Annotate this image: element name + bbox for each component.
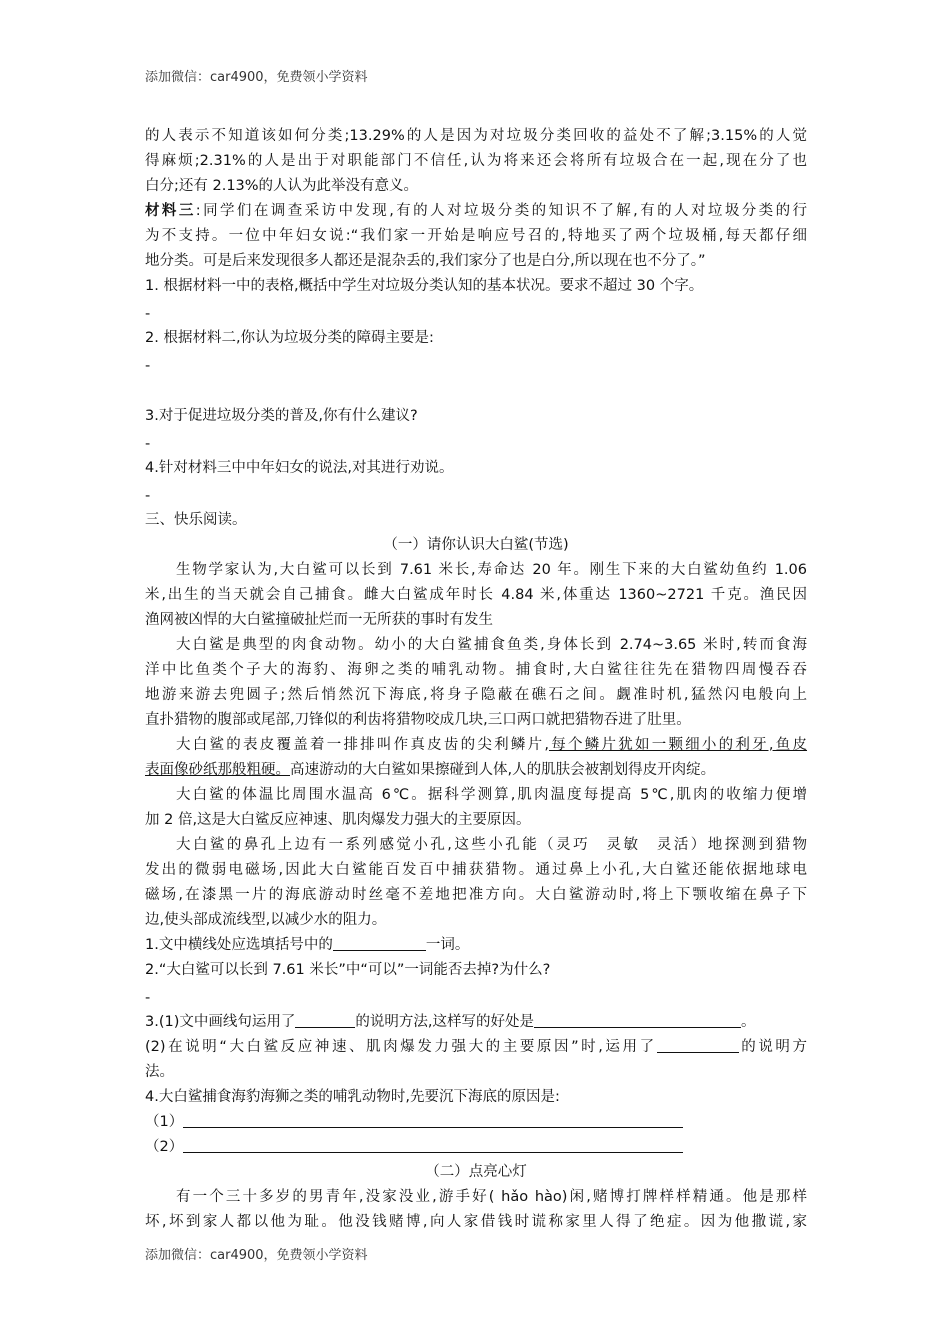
intro-line: 得麻烦;2.31%的人是出于对职能部门不信任,认为将来还会将所有垃圾合在一起,现在分了也	[145, 153, 807, 169]
question-1: 1. 根据材料一中的表格,概括中学生对垃圾分类认知的基本状况。要求不超过 30 个字。	[145, 278, 704, 294]
answer-blank[interactable]	[333, 935, 426, 951]
material3-label: 材料三	[145, 203, 196, 219]
answer-dash: -	[145, 358, 151, 374]
underlined-sentence: 表面像砂纸那般粗硬。	[145, 762, 290, 778]
passage-line: 米,出生的当天就会自己捕食。雌大白鲨成年时长 4.84 米,体重达 1360~2721 千克。渔民因	[145, 587, 807, 603]
passage-line: 洋中比鱼类个子大的海豹、海卵之类的哺乳动物。捕食时,大白鲨往往先在猎物四周慢吞吞	[145, 662, 807, 678]
answer-blank[interactable]	[183, 1112, 683, 1128]
question-line: 法。	[145, 1064, 174, 1080]
passage-line: 大白鲨的体温比周围水温高 6℃。据科学测算,肌肉温度每提高 5℃,肌肉的收缩力便增	[176, 787, 807, 803]
section-title: 三、快乐阅读。	[145, 512, 247, 528]
question-4: 4.针对材料三中中年妇女的说法,对其进行劝说。	[145, 460, 454, 476]
question-line: 4.大白鲨捕食海豹海狮之类的哺乳动物时,先要沉下海底的原因是:	[145, 1089, 560, 1105]
document-body	[145, 124, 807, 1235]
intro-line: 白分;还有 2.13%的人认为此举没有意义。	[145, 178, 419, 194]
passage-line: 生物学家认为,大白鲨可以长到 7.61 米长,寿命达 20 年。刚生下来的大白鲨幼鱼约 1.06	[176, 562, 807, 578]
page-header: 添加微信：car4900，免费领小学资料	[145, 70, 368, 85]
passage-line: 表面像砂纸那般粗硬。高速游动的大白鲨如果擦碰到人体,人的肌肤会被割划得皮开肉绽。	[145, 762, 716, 778]
answer-blank[interactable]	[183, 1137, 683, 1153]
answer-blank[interactable]	[534, 1012, 741, 1028]
material3-line: 为不支持。一位中年妇女说:“我们家一开始是响应号召的,特地买了两个垃圾桶,每天都仔细	[145, 228, 807, 244]
passage2-title: （二）点亮心灯	[425, 1164, 527, 1180]
answer-dash: -	[145, 436, 151, 452]
page-footer: 添加微信：car4900，免费领小学资料	[145, 1248, 368, 1263]
question-2: 2. 根据材料二,你认为垃圾分类的障碍主要是:	[145, 330, 434, 346]
answer-dash: -	[145, 488, 151, 504]
material3-line: 地分类。可是后来发现很多人都还是混杂丢的,我们家分了也是白分,所以现在也不分了。”	[145, 253, 706, 269]
passage-line: 加 2 倍,这是大白鲨反应神速、肌肉爆发力强大的主要原因。	[145, 812, 531, 828]
answer-line: （1）	[145, 1110, 807, 1135]
question-line: 2.“大白鲨可以长到 7.61 米长”中“可以”一词能否去掉?为什么?	[145, 962, 551, 978]
passage-line: 渔网被凶悍的大白鲨撞破扯烂而一无所获的事时有发生	[145, 612, 493, 628]
question-line: 1.文中横线处应选填括号中的 一词。	[145, 937, 470, 953]
intro-line: 的人表示不知道该如何分类;13.29%的人是因为对垃圾分类回收的益处不了解;3.15%的人觉	[145, 128, 807, 144]
answer-blank[interactable]	[295, 1012, 355, 1028]
question-3: 3.对于促进垃圾分类的普及,你有什么建议?	[145, 408, 418, 424]
material3-line: 材料三:同学们在调查采访中发现,有的人对垃圾分类的知识不了解,有的人对垃圾分类的行	[145, 203, 808, 219]
passage-line: 坏,坏到家人都以他为耻。他没钱赌博,向人家借钱时谎称家里人得了绝症。因为他撒谎,家	[145, 1214, 807, 1230]
passage-line: 大白鲨的表皮覆盖着一排排叫作真皮齿的尖利鳞片,每个鳞片犹如一颗细小的利牙,鱼皮	[176, 737, 808, 753]
spacer	[145, 378, 807, 404]
answer-blank[interactable]	[657, 1037, 739, 1053]
question-line: 3.(1)文中画线句运用了 的说明方法,这样写的好处是 。	[145, 1014, 756, 1030]
passage-line: 大白鲨的鼻孔上边有一系列感觉小孔,这些小孔能（灵巧 灵敏 灵活）地探测到猎物	[176, 837, 808, 853]
underlined-sentence: 每个鳞片犹如一颗细小的利牙,鱼皮	[548, 737, 808, 753]
passage-line: 发出的微弱电磁场,因此大白鲨能百发百中捕获猎物。通过鼻上小孔,大白鲨还能依据地球电	[145, 862, 807, 878]
passage-line: 边,使头部成流线型,以减少水的阻力。	[145, 912, 387, 928]
answer-line: （2）	[145, 1135, 807, 1160]
passage-line: 直扑猎物的腹部或尾部,刀锋似的利齿将猎物咬成几块,三口两口就把猎物吞进了肚里。	[145, 712, 691, 728]
question-line: (2)在说明“大白鲨反应神速、肌肉爆发力强大的主要原因”时,运用了 的说明方	[145, 1039, 808, 1055]
answer-dash: -	[145, 306, 151, 322]
passage-line: 大白鲨是典型的肉食动物。幼小的大白鲨捕食鱼类,身体长到 2.74~3.65 米时,转而食海	[176, 637, 807, 653]
passage1-title: （一）请你认识大白鲨(节选)	[383, 537, 569, 553]
passage-line: 磁场,在漆黑一片的海底游动时丝毫不差地把准方向。大白鲨游动时,将上下颚收缩在鼻子下	[145, 887, 807, 903]
passage-line: 地游来游去兜圆子;然后悄然沉下海底,将身子隐蔽在礁石之间。觑准时机,猛然闪电般向上	[145, 687, 807, 703]
passage-line: 有一个三十多岁的男青年,没家没业,游手好( hǎo hào)闲,赌博打牌样样精通。他是那样	[176, 1189, 807, 1205]
answer-dash: -	[145, 990, 151, 1006]
